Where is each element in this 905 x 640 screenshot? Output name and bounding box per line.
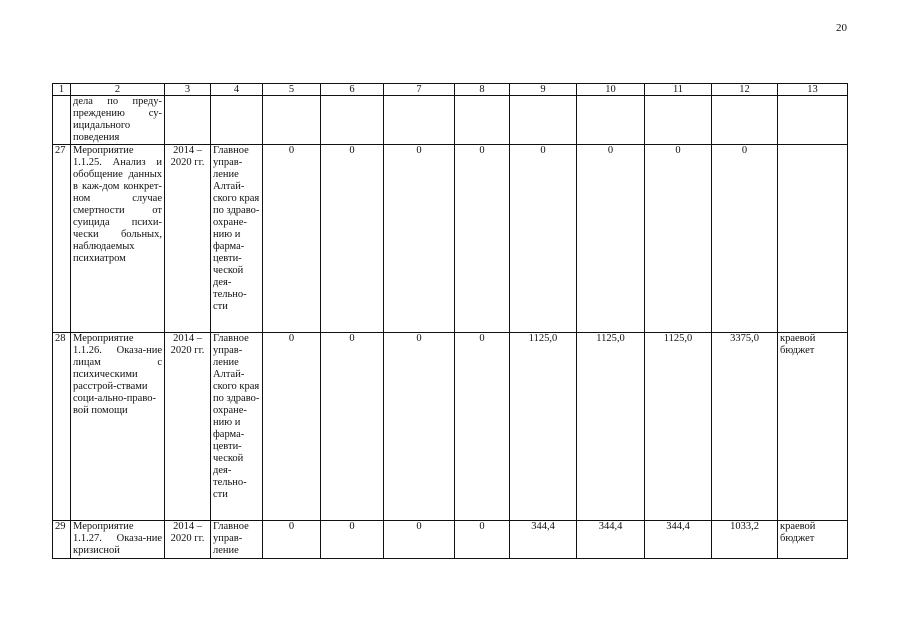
- column-header: 2: [71, 84, 165, 96]
- value-cell: 0: [384, 521, 455, 559]
- activity-name-cell: Мероприятие 1.1.27. Оказа-ние кризисной: [71, 521, 165, 559]
- funding-source-cell: [778, 145, 848, 333]
- value-cell: 0: [321, 521, 384, 559]
- table-row: [53, 333, 848, 521]
- executor-cell: Главное управ-ление Алтай-ского края по здраво-охране-нию и фарма-цевти-ческой дея-тельно-сти: [211, 333, 263, 521]
- period-cell: 2014 – 2020 гг.: [165, 521, 211, 559]
- value-cell: 0: [263, 145, 321, 333]
- value-cell: 344,4: [510, 521, 577, 559]
- column-number-row: [53, 84, 848, 96]
- activity-name-cell: Мероприятие 1.1.26. Оказа-ние лицам с психическими расстрой-ствами соци-ально-право-вой помощи: [71, 333, 165, 521]
- funding-source-cell: [778, 96, 848, 145]
- period-cell: [165, 96, 211, 145]
- period-cell: 2014 – 2020 гг.: [165, 333, 211, 521]
- value-cell: 0: [384, 333, 455, 521]
- value-cell: 344,4: [645, 521, 712, 559]
- value-cell: [510, 96, 577, 145]
- row-number-cell: 29: [53, 521, 71, 559]
- value-cell: 0: [510, 145, 577, 333]
- page-number: 20: [836, 22, 847, 34]
- table-row: [53, 521, 848, 559]
- value-cell: [577, 96, 645, 145]
- value-cell: 0: [712, 145, 778, 333]
- table-row: [53, 145, 848, 333]
- value-cell: [321, 96, 384, 145]
- value-cell: 1125,0: [510, 333, 577, 521]
- value-cell: 3375,0: [712, 333, 778, 521]
- column-header: 12: [712, 84, 778, 96]
- value-cell: 0: [263, 521, 321, 559]
- value-cell: 0: [577, 145, 645, 333]
- row-number-cell: 27: [53, 145, 71, 333]
- value-cell: 1125,0: [645, 333, 712, 521]
- column-header: 9: [510, 84, 577, 96]
- column-header: 8: [455, 84, 510, 96]
- table-row: [53, 96, 848, 145]
- value-cell: 344,4: [577, 521, 645, 559]
- executor-cell: Главное управ-ление Алтай-ского края по здраво-охране-нию и фарма-цевти-ческой дея-тельно-сти: [211, 145, 263, 333]
- column-header: 7: [384, 84, 455, 96]
- value-cell: 0: [263, 333, 321, 521]
- activity-name-cell: Мероприятие 1.1.25. Анализ и обобщение данных в каж-дом конкрет-ном случае смертности от суицида психи-чески больных, наблюдаемых психиатром: [71, 145, 165, 333]
- value-cell: [384, 96, 455, 145]
- value-cell: [645, 96, 712, 145]
- column-header: 10: [577, 84, 645, 96]
- value-cell: 0: [321, 333, 384, 521]
- funding-source-cell: краевой бюджет: [778, 521, 848, 559]
- program-activities-table: [52, 83, 848, 559]
- value-cell: [712, 96, 778, 145]
- column-header: 1: [53, 84, 71, 96]
- value-cell: [263, 96, 321, 145]
- value-cell: 1125,0: [577, 333, 645, 521]
- funding-source-cell: краевой бюджет: [778, 333, 848, 521]
- value-cell: [455, 96, 510, 145]
- value-cell: 0: [645, 145, 712, 333]
- column-header: 6: [321, 84, 384, 96]
- value-cell: 0: [321, 145, 384, 333]
- column-header: 4: [211, 84, 263, 96]
- activity-name-cell: дела по преду-преждению су-ицидального поведения: [71, 96, 165, 145]
- column-header: 11: [645, 84, 712, 96]
- value-cell: 0: [455, 145, 510, 333]
- executor-cell: [211, 96, 263, 145]
- row-number-cell: 28: [53, 333, 71, 521]
- period-cell: 2014 – 2020 гг.: [165, 145, 211, 333]
- column-header: 13: [778, 84, 848, 96]
- row-number-cell: [53, 96, 71, 145]
- value-cell: 0: [384, 145, 455, 333]
- value-cell: 0: [455, 333, 510, 521]
- executor-cell: Главное управ-ление: [211, 521, 263, 559]
- value-cell: 0: [455, 521, 510, 559]
- column-header: 5: [263, 84, 321, 96]
- column-header: 3: [165, 84, 211, 96]
- value-cell: 1033,2: [712, 521, 778, 559]
